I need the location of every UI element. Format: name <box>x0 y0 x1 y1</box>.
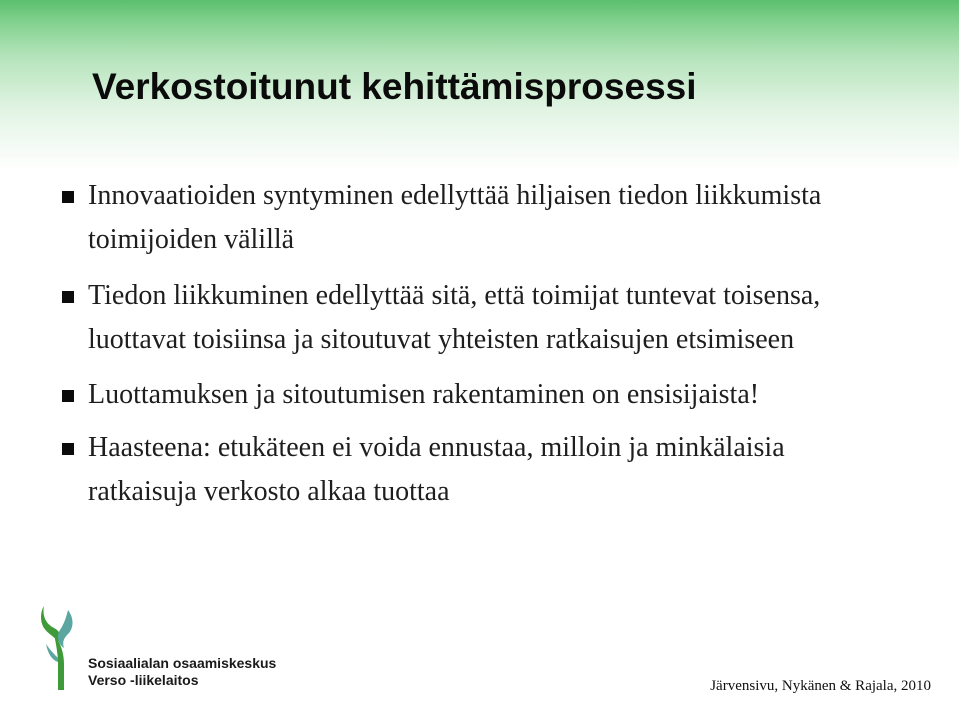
bullet-item <box>62 426 862 514</box>
verso-leaf-icon <box>38 604 86 692</box>
bullet-text: Luottamuksen ja sitoutumisen rakentaminen on ensisijaista! <box>88 379 760 410</box>
bullet-text: Innovaatioiden syntyminen edellyttää hiljaisen tiedon liikkumista toimijoiden välillä <box>88 180 822 255</box>
logo-text-line2: Verso -liikelaitos <box>88 672 199 688</box>
slide-title: Verkostoitunut kehittämisprosessi <box>92 66 697 107</box>
organization-logo <box>38 604 338 696</box>
square-bullet-icon <box>62 191 74 203</box>
bullet-text: Haasteena: etukäteen ei voida ennustaa, milloin ja minkälaisia ratkaisuja verkosto alkaa tuottaa <box>88 432 785 507</box>
bullet-item <box>62 373 862 417</box>
bullet-item <box>62 174 862 262</box>
square-bullet-icon <box>62 443 74 455</box>
bullet-item <box>62 274 862 362</box>
footer-credit: Järvensivu, Nykänen & Rajala, 2010 <box>710 678 931 694</box>
bullet-list <box>62 174 862 526</box>
square-bullet-icon <box>62 291 74 303</box>
bullet-text: Tiedon liikkuminen edellyttää sitä, että toimijat tuntevat toisensa, luottavat toisiinsa ja sitoutuvat yhteisten ratkaisujen etsimiseen <box>88 280 821 355</box>
logo-text-line1: Sosiaalialan osaamiskeskus <box>88 655 277 671</box>
square-bullet-icon <box>62 390 74 402</box>
